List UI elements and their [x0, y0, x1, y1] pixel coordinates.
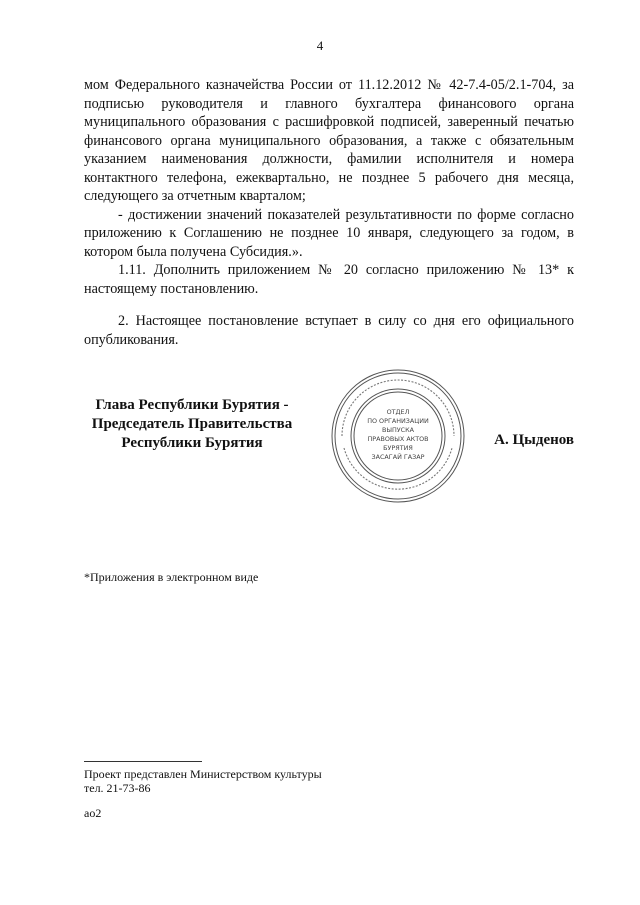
signatory-title-line: Председатель Правительства: [91, 416, 293, 432]
document-code: ао2: [84, 806, 102, 820]
paragraph-2: - достижении значений показателей результативности по форме согласно приложению к Соглашению не позднее 10 января, следующего за годом, в котором была получена Субсидия.».: [84, 206, 574, 260]
signatory-title-line: Глава Республики Бурятия -: [95, 397, 289, 413]
paragraph-1: мом Федерального казначейства России от 11.12.2012 № 42-7.4-05/2.1-704, за подписью руководителя и главного бухгалтера финансового органа муниципального образования с расшифровкой подписей, заверенный печатью финансового органа муниципального образования, а также с обязательным указанием наименования должности, фамилии исполнителя и номера контактного телефона, ежеквартально, не позднее 5 рабочего дня месяца, следующего за отчетным кварталом;: [84, 77, 574, 204]
signatory-title-line: Республики Бурятия: [121, 435, 263, 451]
footer-line: тел. 21-73-86: [84, 781, 151, 795]
seal-text: ВЫПУСКА: [381, 426, 415, 434]
seal-text: ПРАВОВЫХ АКТОВ: [367, 435, 429, 443]
seal-text: ОТДЕЛ: [386, 408, 410, 416]
footer-divider: [84, 761, 202, 762]
attachments-note: *Приложения в электронном виде: [84, 570, 259, 584]
paragraph-3: 1.11. Дополнить приложением № 20 согласно приложению № 13* к настоящему постановлению.: [84, 262, 574, 297]
official-seal: [330, 368, 466, 504]
seal-text: ПО ОРГАНИЗАЦИИ: [367, 417, 429, 425]
seal-text: БУРЯТИЯ: [383, 444, 413, 452]
paragraph-4: 2. Настоящее постановление вступает в силу со дня его официального опубликования.: [84, 313, 574, 348]
signatory-title: [80, 396, 304, 453]
footer-info: [84, 767, 322, 795]
seal-text: ЗАСАГАЙ ГАЗАР: [371, 453, 425, 461]
footer-line: Проект представлен Министерством культуры: [84, 767, 322, 781]
page-number: 4: [316, 38, 324, 53]
body-text: [84, 76, 574, 349]
signatory-name: А. Цыденов: [494, 432, 574, 448]
